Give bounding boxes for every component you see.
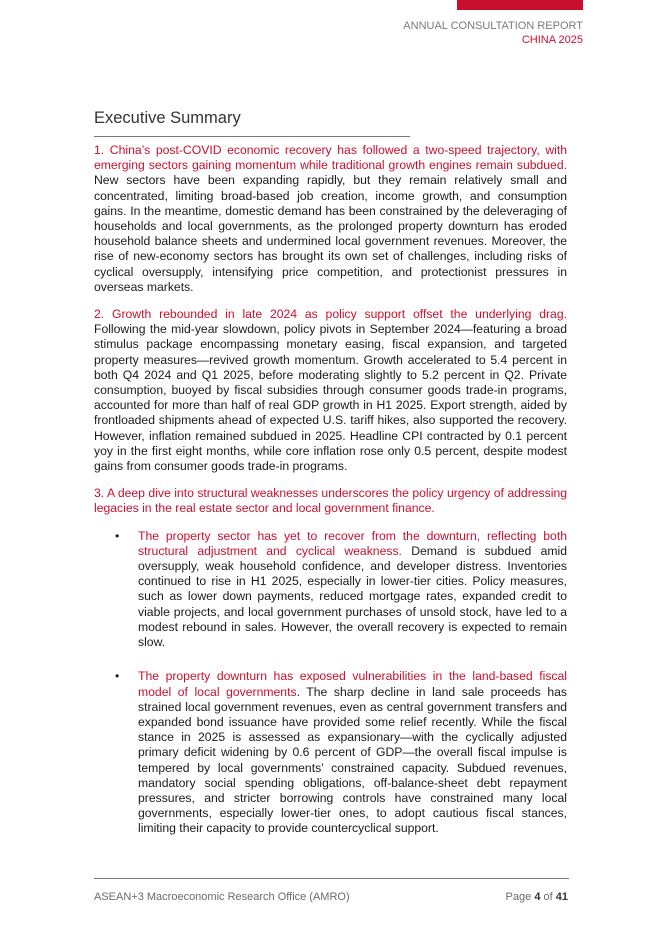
body-content <box>94 143 567 856</box>
footer-rule <box>94 878 569 879</box>
report-country: CHINA 2025 <box>521 34 583 46</box>
paragraph-3 <box>94 486 567 516</box>
footer-organization: ASEAN+3 Macroeconomic Research Office (AMRO) <box>94 891 350 903</box>
header-accent-bar <box>457 0 583 10</box>
bullet-list <box>94 529 567 837</box>
bullet-2-lead: The property downturn has exposed vulnerabilities in the land-based fiscal model of local governments <box>138 669 567 699</box>
bullet-1-lead: The property sector has yet to recover from the downturn, reflecting both structural adjustment and cyclical weakness. <box>138 528 567 558</box>
bullet-item-fiscal-model <box>94 669 567 836</box>
paragraph-1 <box>94 143 567 295</box>
page-current: 4 <box>534 891 541 903</box>
paragraph-2-body: Following the mid-year slowdown, policy pivots in September 2024—featuring a broad stimulus package encompassing monetary easing, fiscal expansion, and targeted property measures—revived growth momentum. Growth accelerated to 5.4 percent in both Q4 2024 and Q1 2025, before moderating slightly to 5.2 percent in Q2. Private consumption, buoyed by fiscal subsidies through consumer goods trade-in programs, accounted for more than half of real GDP growth in H1 2025. Export strength, aided by frontloaded shipments ahead of expected U.S. tariff hikes, also supported the recovery. However, inflation remained subdued in 2025. Headline CPI contracted by 0.1 percent yoy in the first eight months, while core inflation rose only 0.5 percent, despite modest gains from consumer goods trade-in programs. <box>94 322 567 474</box>
paragraph-3-lead: 3. A deep dive into structural weaknesses underscores the policy urgency of addressing legacies in the real estate sector and local government finance. <box>94 486 567 516</box>
paragraph-1-lead: 1. China’s post-COVID economic recovery has followed a two-speed trajectory, with emerging sectors gaining momentum while traditional growth engines remain subdued. <box>94 143 567 173</box>
section-title: Executive Summary <box>94 109 241 127</box>
bullet-1-body: Demand is subdued amid oversupply, weak household confidence, and developer distress. Inventories continued to rise in H1 2025, especially in lower-tier cities. Policy measures, such as lower down payments, reduced mortgage rates, expanded credit to viable projects, and local government purchases of unsold stock, have led to a modest rebound in sales. However, the overall recovery is expected to remain slow. <box>138 543 567 650</box>
paragraph-1-body-end: Moreover, the rise of new-economy sectors has brought its own set of challenges, including risks of cyclical oversupply, intensifying price competition, and protectionist pressures in overseas markets. <box>94 234 568 294</box>
report-title: ANNUAL CONSULTATION REPORT <box>403 20 583 32</box>
paragraph-2 <box>94 307 567 474</box>
page-word: Page <box>505 891 532 903</box>
paragraph-2-lead: 2. Growth rebounded in late 2024 as policy support offset the underlying drag. <box>94 307 567 322</box>
title-underline <box>94 136 410 137</box>
page-of: of <box>543 891 553 903</box>
running-header <box>403 19 583 47</box>
paragraph-1-emphasis: the prolonged property downturn has eroded household balance sheets and undermined local government revenues. <box>94 219 568 249</box>
bullet-item-property-sector <box>94 529 567 651</box>
page-number <box>506 891 568 903</box>
paragraph-1-body-start: New sectors have been expanding rapidly, but they remain relatively small and concentrated, limiting broad-based job creation, income growth, and consumption gains. In the meantime, domestic demand has been constrained by the deleveraging of households and local governments, as <box>94 173 567 234</box>
page-total: 41 <box>555 891 568 903</box>
bullet-2-body: . The sharp decline in land sale proceeds has strained local government revenues, even as central government transfers and expanded bond issuance have provided some relief recently. While the fiscal stance in 2025 is assessed as expansionary—with the cyclically adjusted primary deficit widening by 0.6 percent of GDP—the overall fiscal impulse is tempered by local governments’ constrained capacity. Subdued revenues, mandatory social spending obligations, off-balance-sheet debt repayment pressures, and stricter borrowing controls have constrained many local governments, especially lower-tier ones, to adopt cautious fiscal stances, limiting their capacity to provide countercyclical support. <box>138 684 567 836</box>
